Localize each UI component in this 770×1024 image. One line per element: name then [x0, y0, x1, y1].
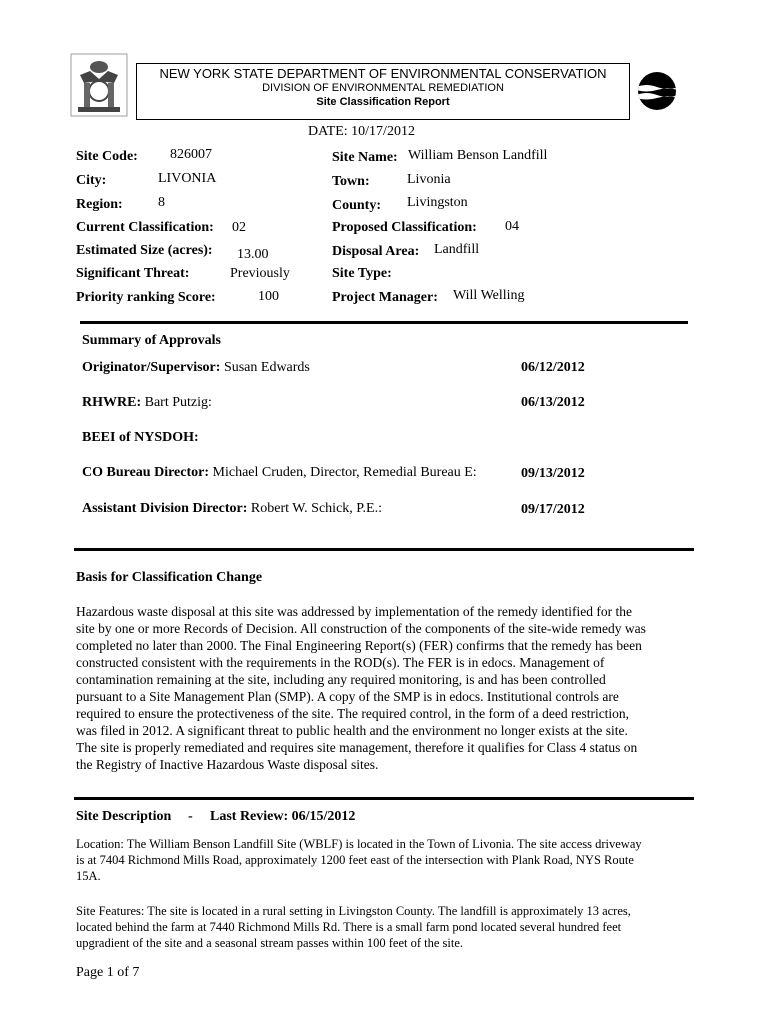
proposed-classification-value: 04: [505, 219, 519, 234]
basis-paragraph: [76, 603, 696, 773]
site-description-dash: -: [188, 809, 193, 824]
basis-line: pursuant to a Site Management Plan (SMP). A copy of the SMP is in edocs. Institutional controls are: [76, 689, 619, 704]
basis-line: was filed in 2012. A significant threat to public health and the environment no longer exists at the site.: [76, 723, 628, 738]
originator-date: 06/12/2012: [521, 360, 585, 375]
approval-co-bureau: [82, 465, 477, 481]
current-classification-value: 02: [232, 220, 246, 235]
features-line: upgradient of the site and a seasonal stream passes within 100 feet of the site.: [76, 936, 464, 950]
project-manager-value: Will Welling: [453, 288, 525, 303]
rhwre-date: 06/13/2012: [521, 395, 585, 410]
features-line: located behind the farm at 7440 Richmond Mills Rd. There is a small farm pond located several hundred feet: [76, 920, 622, 934]
rhwre-label: RHWRE:: [82, 395, 142, 410]
current-classification-label: Current Classification:: [76, 220, 214, 235]
site-description-title: Site Description: [76, 809, 172, 824]
header-department: NEW YORK STATE DEPARTMENT OF ENVIRONMENTAL CONSERVATION: [159, 66, 607, 81]
county-value: Livingston: [407, 195, 468, 210]
location-line: 15A.: [76, 869, 101, 883]
significant-threat-label: Significant Threat:: [76, 266, 190, 281]
rhwre-name: Bart Putzig:: [144, 395, 212, 410]
divider-description: [74, 797, 694, 800]
basis-line: Hazardous waste disposal at this site was addressed by implementation of the remedy identified for the: [76, 604, 632, 619]
proposed-classification-label: Proposed Classification:: [332, 220, 477, 235]
basis-line: site by one or more Records of Decision. All construction of the components of the site-wide remedy was: [76, 621, 646, 636]
assistant-director-date: 09/17/2012: [521, 502, 585, 517]
basis-line: the Registry of Inactive Hazardous Waste disposal sites.: [76, 757, 379, 772]
features-paragraph: [76, 903, 696, 951]
site-code-label: Site Code:: [76, 149, 138, 164]
location-line: is at 7404 Richmond Mills Road, approximately 1200 feet east of the intersection with Plank Road, NYS Route: [76, 853, 634, 867]
co-bureau-label: CO Bureau Director:: [82, 465, 210, 480]
project-manager-label: Project Manager:: [332, 290, 438, 305]
assistant-director-name: Robert W. Schick, P.E.:: [250, 501, 382, 516]
site-name-value: William Benson Landfill: [408, 148, 548, 163]
features-line: Site Features: The site is located in a rural setting in Livingston County. The landfill is approximately 13 acres,: [76, 904, 631, 918]
dec-logo-icon: [636, 70, 678, 112]
town-label: Town:: [332, 174, 370, 189]
beei-label: BEEI of NYSDOH:: [82, 430, 199, 445]
county-label: County:: [332, 198, 382, 213]
site-type-label: Site Type:: [332, 266, 392, 281]
significant-threat-value: Previously: [230, 266, 290, 281]
region-label: Region:: [76, 197, 123, 212]
basis-line: contamination remaining at the site, including any required monitoring, is and has been controlled: [76, 672, 606, 687]
approvals-title: Summary of Approvals: [82, 333, 221, 348]
basis-line: completed no later than 2000. The Final Engineering Report(s) (FER) confirms that the remedy has been: [76, 638, 642, 653]
co-bureau-name: Michael Cruden, Director, Remedial Bureau E:: [212, 465, 477, 480]
co-bureau-date: 09/13/2012: [521, 466, 585, 481]
city-value: LIVONIA: [158, 171, 217, 186]
disposal-area-label: Disposal Area:: [332, 244, 420, 259]
originator-name: Susan Edwards: [223, 360, 310, 375]
approval-rhwre: [82, 395, 212, 411]
assistant-director-label: Assistant Division Director:: [82, 501, 248, 516]
region-value: 8: [158, 195, 165, 210]
basis-title: Basis for Classification Change: [76, 570, 263, 585]
header-division: DIVISION OF ENVIRONMENTAL REMEDIATION: [262, 82, 504, 94]
estimated-size-value: 13.00: [237, 247, 269, 262]
town-value: Livonia: [407, 172, 451, 187]
approval-assistant-director: [82, 501, 382, 517]
estimated-size-label: Estimated Size (acres):: [76, 243, 213, 258]
basis-line: constructed consistent with the requirements in the ROD(s). The FER is in edocs. Management of: [76, 655, 605, 670]
disposal-area-value: Landfill: [434, 242, 480, 257]
divider-basis: [74, 548, 694, 551]
location-paragraph: [76, 836, 696, 884]
report-date: DATE: 10/17/2012: [308, 124, 415, 139]
originator-label: Originator/Supervisor:: [82, 360, 221, 375]
priority-score-label: Priority ranking Score:: [76, 290, 216, 305]
last-review: Last Review: 06/15/2012: [210, 809, 356, 824]
approval-originator: [82, 360, 310, 376]
city-label: City:: [76, 173, 107, 188]
location-line: Location: The William Benson Landfill Site (WBLF) is located in the Town of Livonia. The site access driveway: [76, 837, 642, 851]
header-report-title: Site Classification Report: [316, 96, 450, 108]
site-code-value: 826007: [170, 147, 212, 162]
nys-seal-icon: [70, 53, 128, 117]
basis-line: required to ensure the protectiveness of the site. The required control, in the form of a deed restriction,: [76, 706, 630, 721]
page-number: Page 1 of 7: [76, 965, 140, 980]
site-name-label: Site Name:: [332, 150, 398, 165]
priority-score-value: 100: [258, 289, 279, 304]
basis-line: The site is properly remediated and requires site management, therefore it qualifies for Class 4 status on: [76, 740, 638, 755]
divider-approvals: [80, 321, 688, 324]
